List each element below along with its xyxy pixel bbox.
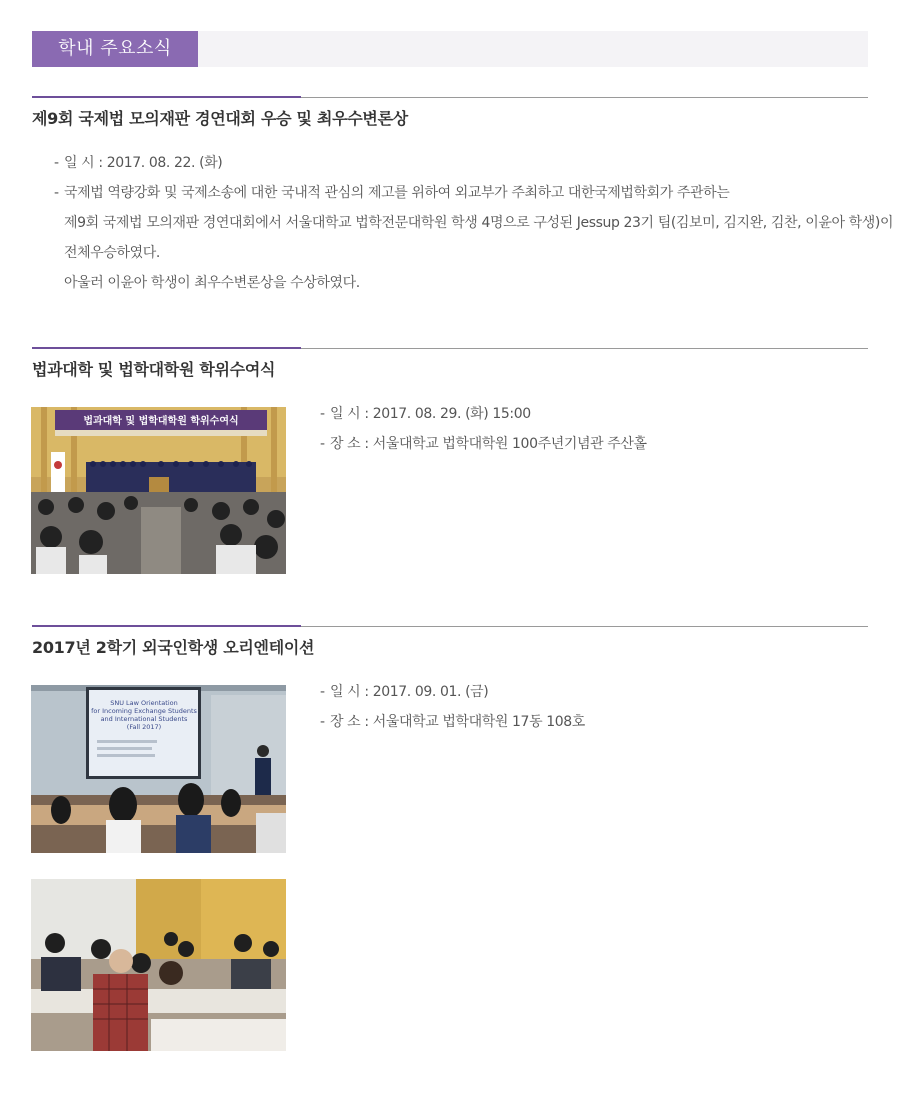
description-continuation: 아울러 이윤아 학생이 최우수변론상을 수상하였다. — [64, 275, 360, 291]
section-divider-accent — [32, 625, 301, 627]
list-item — [320, 429, 647, 459]
news-info-list — [320, 677, 585, 737]
bullet-dash: - — [320, 436, 325, 452]
news-info-list — [54, 148, 893, 298]
slide-text: for Incoming Exchange Students — [91, 707, 197, 715]
bullet-dash: - — [54, 185, 59, 201]
date-text: 일 시 : 2017. 08. 29. (화) 15:00 — [330, 406, 531, 422]
bullet-dash: - — [54, 155, 59, 171]
description-continuation: 제9회 국제법 모의재판 경연대회에서 서울대학교 법학전문대학원 학생 4명으로 구성된 Jessup 23기 팀(김보미, 김지완, 김찬, 이윤아 학생)이 — [64, 215, 894, 231]
banner-text: 법과대학 및 법학대학원 학위수여식 — [83, 416, 239, 427]
list-item — [54, 178, 893, 208]
section-divider-accent — [32, 347, 301, 349]
list-item — [54, 148, 893, 178]
date-text: 일 시 : 2017. 09. 01. (금) — [330, 684, 489, 700]
place-text: 장 소 : 서울대학교 법학대학원 100주년기념관 주산홀 — [330, 436, 647, 452]
list-item — [320, 677, 585, 707]
place-text: 장 소 : 서울대학교 법학대학원 17동 108호 — [330, 714, 585, 730]
bullet-dash: - — [320, 406, 325, 422]
section-header-bar — [32, 31, 868, 67]
orientation-presentation-photo — [31, 685, 286, 853]
section-divider-accent — [32, 96, 301, 98]
description-continuation: 전체우승하였다. — [64, 245, 160, 261]
list-item — [320, 399, 647, 429]
list-item — [320, 707, 585, 737]
bullet-dash: - — [320, 684, 325, 700]
news-title: 법과대학 및 법학대학원 학위수여식 — [32, 360, 276, 379]
orientation-students-photo — [31, 879, 286, 1051]
slide-text: SNU Law Orientation — [110, 699, 178, 707]
news-info-list — [320, 399, 647, 459]
news-title: 2017년 2학기 외국인학생 오리엔테이션 — [32, 638, 315, 657]
slide-text: and International Students — [100, 715, 188, 723]
news-title: 제9회 국제법 모의재판 경연대회 우승 및 최우수변론상 — [32, 109, 408, 128]
date-text: 일 시 : 2017. 08. 22. (화) — [64, 155, 223, 171]
slide-text: (Fall 2017) — [126, 723, 162, 731]
header-tab-title: 학내 주요소식 — [32, 31, 198, 67]
bullet-dash: - — [320, 714, 325, 730]
graduation-ceremony-photo — [31, 407, 286, 574]
description-text: 국제법 역량강화 및 국제소송에 대한 국내적 관심의 제고를 위하여 외교부가 주최하고 대한국제법학회가 주관하는 — [64, 185, 730, 201]
